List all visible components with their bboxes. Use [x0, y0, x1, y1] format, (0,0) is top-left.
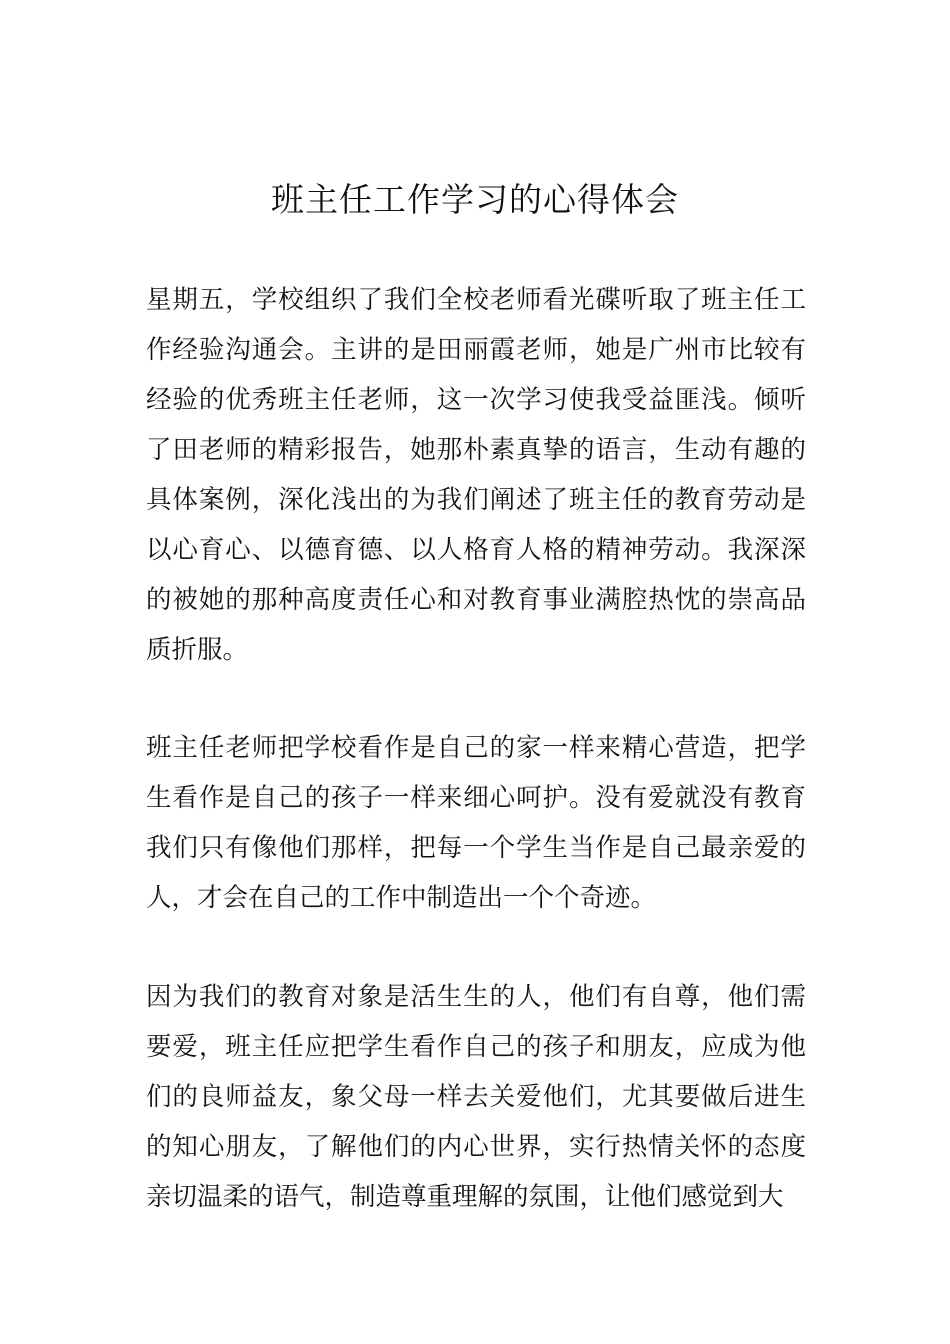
paragraph-1: 星期五，学校组织了我们全校老师看光碟听取了班主任工作经验沟通会。主讲的是田丽霞老师，她是广州市比较有经验的优秀班主任老师，这一次学习使我受益匪浅。倾听了田老师的精彩报告，她那朴素真挚的语言，生动有趣的具体案例，深化浅出的为我们阐述了班主任的教育劳动是以心育心、以德育德、以人格育人格的精神劳动。我深深的被她的那种高度责任心和对教育事业满腔热忱的崇高品质折服。 [146, 285, 806, 665]
paragraph-block [146, 723, 806, 923]
document-title: 班主任工作学习的心得体会 [271, 180, 679, 219]
paragraph-block [146, 972, 806, 1222]
paragraph-3: 因为我们的教育对象是活生生的人，他们有自尊，他们需要爱，班主任应把学生看作自己的孩子和朋友，应成为他们的良师益友，象父母一样去关爱他们，尤其要做后进生的知心朋友，了解他们的内心世界，实行热情关怀的态度亲切温柔的语气，制造尊重理解的氛围，让他们感觉到大 [146, 982, 806, 1212]
paragraph-2: 班主任老师把学校看作是自己的家一样来精心营造，把学生看作是自己的孩子一样来细心呵护。没有爱就没有教育我们只有像他们那样，把每一个学生当作是自己最亲爱的人，才会在自己的工作中制造出一个个奇迹。 [146, 733, 806, 913]
paragraph-block [146, 275, 806, 675]
